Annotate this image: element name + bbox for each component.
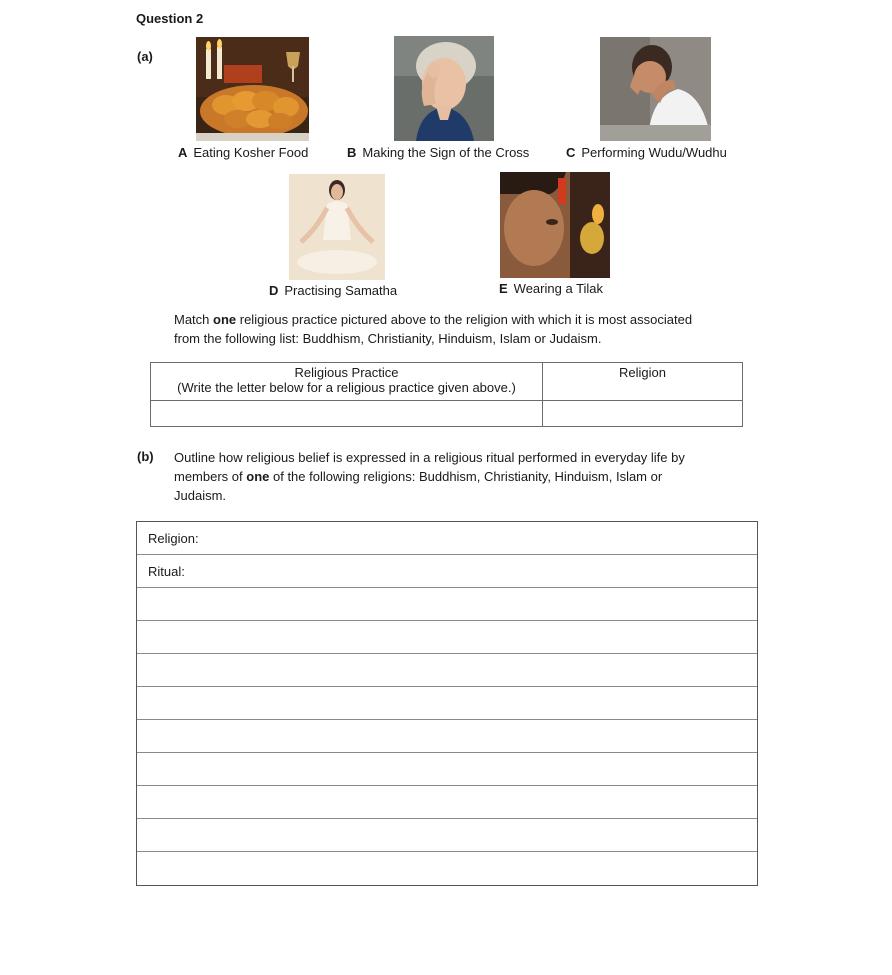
part-a-label: (a)	[137, 49, 153, 64]
wudu-image	[600, 37, 711, 141]
ritual-answer-row[interactable]	[137, 555, 757, 588]
religion-answer-cell[interactable]	[543, 401, 743, 427]
religion-label: Religion:	[148, 531, 199, 546]
part-a-instruction: Match one religious practice pictured above to the religion with which it is most associated from the following list: Buddhism, Christianity, Hinduism, Islam or Judaism.	[174, 312, 693, 346]
answer-line[interactable]	[137, 753, 757, 786]
answer-line[interactable]	[137, 588, 757, 621]
question-title: Question 2	[136, 11, 204, 26]
answer-line[interactable]	[137, 621, 757, 654]
ritual-label: Ritual:	[148, 564, 185, 579]
religion-header: Religion	[543, 363, 743, 401]
tilak-image	[500, 172, 610, 278]
religion-answer-row[interactable]	[137, 522, 757, 555]
matching-table	[150, 362, 743, 427]
kosher-food-image	[196, 37, 309, 141]
caption-e: E Wearing a Tilak	[499, 281, 604, 296]
answer-line[interactable]	[137, 654, 757, 687]
answer-line[interactable]	[137, 720, 757, 753]
caption-d: D Practising Samatha	[269, 283, 398, 298]
caption-b: B Making the Sign of the Cross	[347, 145, 530, 160]
practice-header: Religious Practice (Write the letter below for a religious practice given above.)	[151, 363, 543, 401]
caption-c: C Performing Wudu/Wudhu	[566, 145, 727, 160]
part-b-instruction: Outline how religious belief is expressed in a religious ritual performed in everyday life by members of one of the following religions: Buddhism, Christianity, Hinduism, Islam or Judaism.	[174, 450, 685, 503]
answer-box	[136, 521, 758, 886]
caption-a: A Eating Kosher Food	[178, 145, 309, 160]
answer-line[interactable]	[137, 786, 757, 819]
practice-answer-cell[interactable]	[151, 401, 543, 427]
sign-of-cross-image	[394, 36, 494, 141]
answer-line[interactable]	[137, 852, 757, 885]
samatha-image	[289, 174, 385, 280]
answer-line[interactable]	[137, 819, 757, 852]
answer-line[interactable]	[137, 687, 757, 720]
part-b-label: (b)	[137, 449, 154, 464]
